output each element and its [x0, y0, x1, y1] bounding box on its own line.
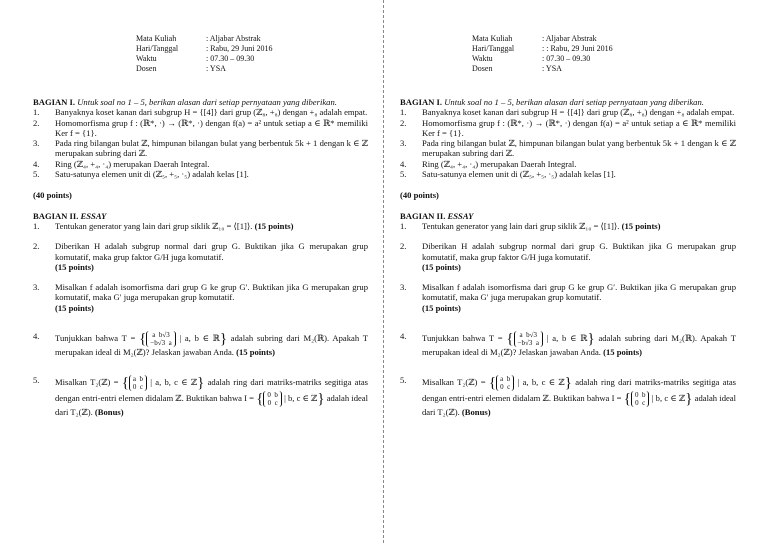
list-item: 4. Ring (ℤ₄, +₄, ·₄) merupakan Daerah Integral. [400, 158, 577, 169]
list-item: 1. Banyaknya koset kanan dari subgrup H = {[4]} dari grup (ℤ₈, +₈) dengan +₈ adalah empat. [400, 107, 735, 118]
header-value: : 07.30 – 09.30 [206, 54, 255, 63]
exam-header [136, 34, 272, 74]
list-item: 3. Pada ring bilangan bulat ℤ, himpunan bilangan bulat yang berbentuk 5k + 1 dengan k ∈ ℤ merupakan subring dari ℤ. [400, 138, 736, 159]
essay-question-1: 1. Tentukan generator yang lain dari grup siklik ℤ₁₀ = ⟨[1]⟩. (15 points) [33, 220, 294, 231]
essay-question-5: 5. Misalkan T₂(ℤ) = { a b 0 c | a, b, c ∈ ℤ} adalah ring dari matriks-matriks segitiga atas dengan entri-entri elemen didalam ℤ. Buktikan bahwa I = { 0 b 0 c | b, c ∈ ℤ} adalah ideal dari T₂(ℤ). (Bonus) [33, 375, 369, 418]
essay-question-3: 3. Misalkan f adalah isomorfisma dari grup G ke grup G′. Buktikan jika G merupakan grup komutatif, maka G′ juga merupakan grup komutatif. (15 points) [33, 282, 368, 313]
exam-page-right [384, 0, 768, 543]
essay-question-2: 2. Diberikan H adalah subgrup normal dari grup G. Buktikan jika G merupakan grup komutatif, maka grup faktor G/H juga komutatif. (15 points) [400, 241, 736, 272]
section-1-points: (40 points) [33, 190, 72, 201]
essay-question-1: 1. Tentukan generator yang lain dari grup siklik ℤ₁₀ = ⟨[1]⟩. (15 points) [400, 220, 661, 231]
list-item: 1. Banyaknya koset kanan dari subgrup H = {[4]} dari grup (ℤ₈, +₈) dengan +₈ adalah empat. [33, 107, 368, 118]
matrix: a b√3 −b√3 a [146, 331, 175, 347]
matrix: a b 0 c [129, 375, 147, 391]
header-label: Hari/Tanggal [136, 44, 179, 53]
header-value: : Aljabar Abstrak [206, 34, 261, 43]
list-item: 3. Pada ring bilangan bulat ℤ, himpunan bilangan bulat yang berbentuk 5k + 1 dengan k ∈ ℤ merupakan subring dari ℤ. [33, 138, 368, 159]
list-item: 4. Ring (ℤ₄, +₄, ·₄) merupakan Daerah Integral. [33, 158, 210, 169]
section-2-heading: BAGIAN II. ESSAY [33, 210, 107, 221]
matrix: a b 0 c [496, 375, 514, 391]
list-item: 2. Homomorfisma grup f : (ℝ*, ·) → (ℝ*, ·) dengan f(a) = a² untuk setiap a ∈ ℝ* memiliki Ker f = {1}. [33, 117, 368, 138]
header-label: Mata Kuliah [136, 34, 177, 43]
header-label: Waktu [136, 54, 157, 63]
essay-question-3: 3. Misalkan f adalah isomorfisma dari grup G ke grup G′. Buktikan jika G merupakan grup komutatif, maka G′ juga merupakan grup komutatif. (15 points) [400, 282, 736, 313]
list-item: 5. Satu-satunya elemen unit di (ℤ₅, +₅, ·₅) adalah kelas [1]. [400, 169, 616, 180]
essay-question-4: 4. Tunjukkan bahwa T = { a b√3 −b√3 a | a, b ∈ ℝ} adalah subring dari M₂(ℝ). Apakah T merupakan ideal di M₂(ℤ)? Jelaskan jawaban Anda. (15 points) [33, 330, 368, 358]
exam-content [400, 97, 736, 418]
essay-question-5: 5. Misalkan T₂(ℤ) = { a b 0 c | a, b, c ∈ ℤ} adalah ring dari matriks-matriks segitiga atas dengan entri-entri elemen didalam ℤ. Buktikan bahwa I = { 0 b 0 c | b, c ∈ ℤ} adalah ideal dari T₂(ℤ). (Bonus) [400, 375, 737, 418]
exam-header: Mata Kuliah : Aljabar Abstrak Hari/Tanggal : : Rabu, 29 Juni 2016 Waktu : 07.30 – 09.30 Dosen : YSA [472, 34, 613, 73]
essay-question-2: 2. Diberikan H adalah subgrup normal dari grup G. Buktikan jika G merupakan grup komutatif, maka grup faktor G/H juga komutatif. (15 points) [33, 241, 368, 272]
section-1-heading: BAGIAN I. Untuk soal no 1 – 5, berikan alasan dari setiap pernyataan yang diberikan. [400, 97, 704, 107]
header-value: : YSA [206, 64, 226, 73]
section-1-points: (40 points) [400, 190, 439, 201]
list-item: 5. Satu-satunya elemen unit di (ℤ₅, +₅, ·₅) adalah kelas [1]. [33, 169, 249, 180]
exam-content [33, 97, 368, 418]
section-1-heading: BAGIAN I. Untuk soal no 1 – 5, berikan alasan dari setiap pernyataan yang diberikan. [33, 97, 337, 107]
matrix: 0 b 0 c [631, 391, 650, 407]
matrix: a b√3 −b√3 a [514, 331, 543, 347]
matrix: 0 b 0 c [263, 391, 282, 407]
header-label: Dosen [136, 64, 157, 73]
header-value: : Rabu, 29 Juni 2016 [206, 44, 273, 53]
list-item: 2. Homomorfisma grup f : (ℝ*, ·) → (ℝ*, ·) dengan f(a) = a² untuk setiap a ∈ ℝ* memiliki Ker f = {1}. [400, 117, 736, 138]
essay-question-4: 4. Tunjukkan bahwa T = { a b√3 −b√3 a | a, b ∈ ℝ} adalah subring dari M₂(ℝ). Apakah T merupakan ideal di M₂(ℤ)? Jelaskan jawaban Anda. (15 points) [400, 330, 736, 358]
section-2-heading: BAGIAN II. ESSAY [400, 210, 474, 221]
